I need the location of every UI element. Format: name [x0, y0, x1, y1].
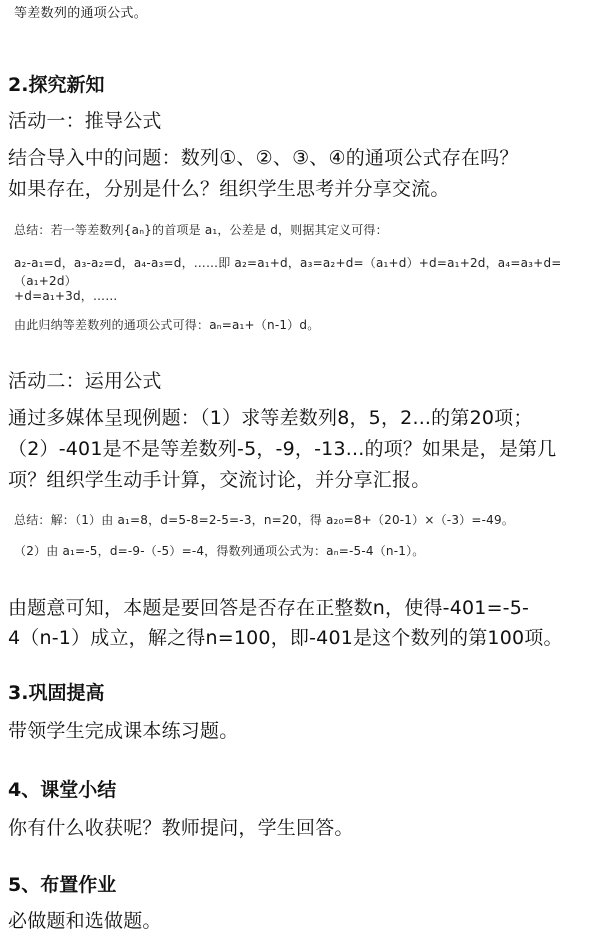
section-2-heading: 2.探究新知 — [8, 74, 105, 96]
conclusion-line-2: 4（n-1）成立，解之得n=100，即-401是这个数列的第100项。 — [8, 627, 563, 649]
section-4-heading: 4、课堂小结 — [8, 779, 117, 801]
summary-1-line-2: a₂-a₁=d，a₃-a₂=d，a₄-a₃=d，……即 a₂=a₁+d，a₃=a₂+d=（a₁+d）+d=a₁+2d，a₄=a₃+d=（a₁+2d） — [14, 256, 562, 288]
section-5-text: 必做题和选做题。 — [8, 910, 162, 932]
conclusion-line-1: 由题意可知，本题是要回答是否存在正整数n，使得-401=-5- — [8, 597, 530, 619]
top-text-line: 等差数列的通项公式。 — [14, 6, 148, 21]
activity-2-line-3: 项？组织学生动手计算，交流讨论，并分享汇报。 — [8, 469, 431, 491]
activity-1-question-line-2: 如果存在，分别是什么？组织学生思考并分享交流。 — [8, 178, 450, 200]
activity-1-title: 活动一：推导公式 — [8, 110, 162, 132]
section-4-text: 你有什么收获呢？教师提问，学生回答。 — [8, 817, 354, 839]
section-3-text: 带领学生完成课本练习题。 — [8, 720, 239, 742]
summary-1-line-4: 由此归纳等差数列的通项公式可得：aₙ=a₁+（n-1）d。 — [14, 318, 320, 332]
section-3-heading: 3.巩固提高 — [8, 682, 105, 704]
summary-1-line-1: 总结：若一等差数列{aₙ}的首项是 a₁，公差是 d，则据其定义可得： — [14, 223, 388, 237]
activity-2-title: 活动二：运用公式 — [8, 370, 162, 392]
activity-2-line-1: 通过多媒体呈现例题：（1）求等差数列8，5，2...的第20项； — [8, 407, 533, 429]
summary-2-line-2: （2）由 a₁=-5，d=-9-（-5）=-4，得数列通项公式为：aₙ=-5-4（n-1）。 — [14, 544, 425, 558]
summary-2-line-1: 总结：解：（1）由 a₁=8，d=5-8=2-5=-3，n=20，得 a₂₀=8+（20-1）×（-3）=-49。 — [14, 513, 515, 527]
activity-2-line-2: （2）-401是不是等差数列-5，-9，-13...的项？如果是，是第几 — [8, 438, 557, 460]
activity-1-question-line-1: 结合导入中的问题：数列①、②、③、④的通项公式存在吗？ — [8, 147, 519, 169]
summary-1-line-3: +d=a₁+3d，…… — [14, 289, 118, 303]
section-5-heading: 5、布置作业 — [8, 874, 117, 896]
